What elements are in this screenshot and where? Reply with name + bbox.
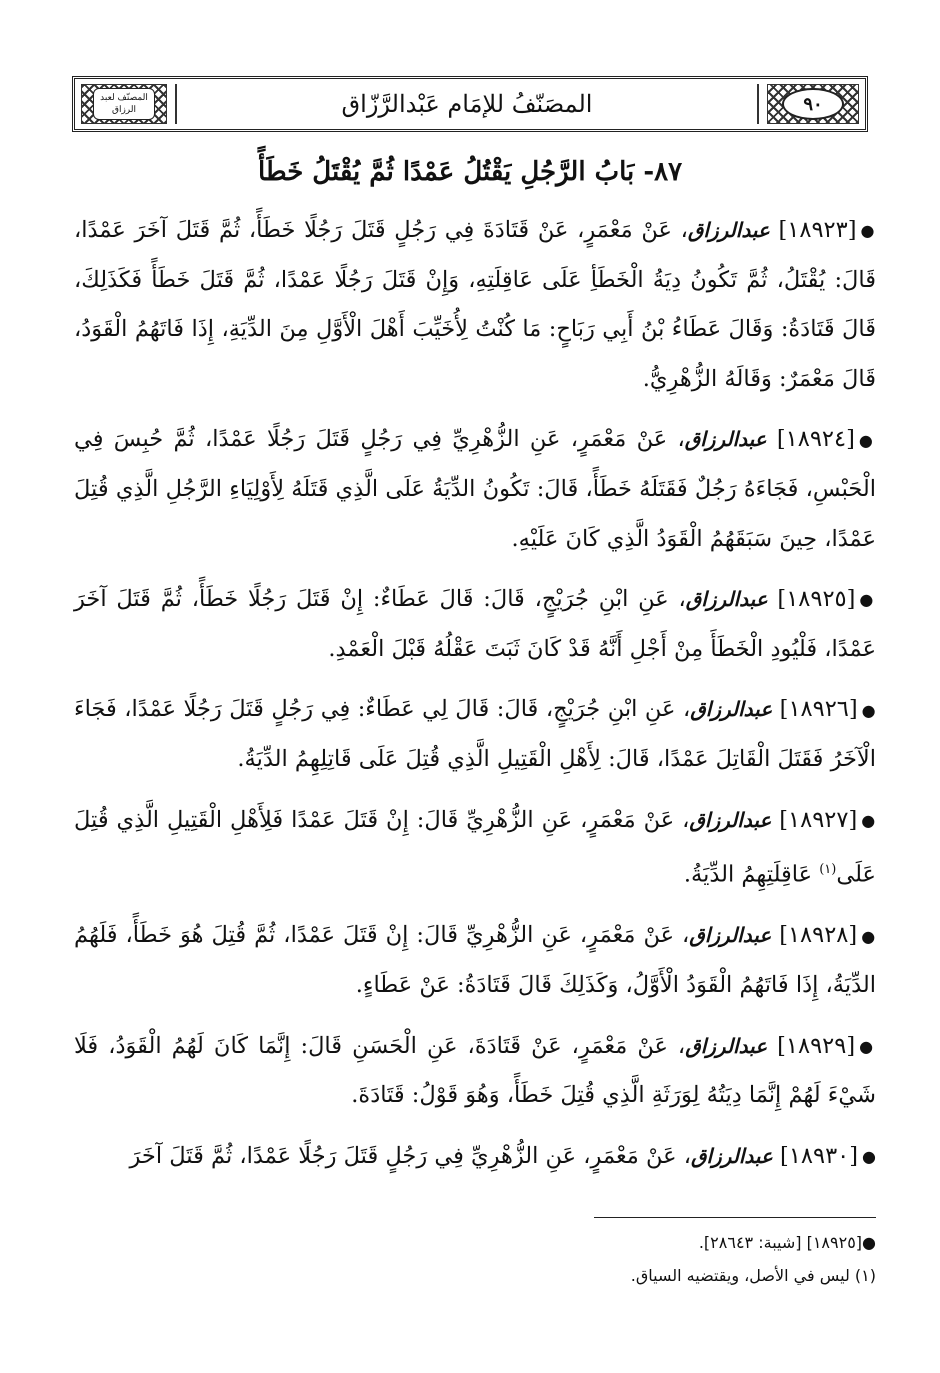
hadith-entry — [74, 415, 876, 564]
narrator-name: عبدالرزاق — [685, 1033, 768, 1058]
hadith-entry — [74, 1022, 876, 1121]
hadith-number: [١٨٩٣٠] — [780, 1142, 859, 1169]
hadith-text: ، عَنْ مَعْمَرٍ، عَنِ الزُّهْرِيِّ فِي رَجُلٍ قَتَلَ رَجُلًا عَمْدًا، ثُمَّ قَتَلَ آخَرَ — [129, 1142, 691, 1169]
narrator-name: عبدالرزاق — [689, 923, 772, 948]
hadith-number: [١٨٩٢٧] — [779, 806, 858, 833]
hadith-text: ، عَنْ مَعْمَرٍ، عَنْ قَتَادَةَ فِي رَجُلٍ قَتَلَ رَجُلًا خَطَأً، ثُمَّ قَتَلَ آخَرَ عَمْدًا، قَالَ: يُقْتَلُ، ثُمَّ تَكُونُ دِيَةُ الْخَطَأِ عَلَى عَاقِلَتِهِ، وَإِنْ قَتَلَ رَجُلًا عَمْدًا، ثُمَّ قَتَلَ خَطَأً فَكَذَلِكَ، قَالَ قَتَادَةُ: وَقَالَ عَطَاءُ بْنُ أَبِي رَبَاحٍ: مَا كُنْتُ لِأُخَيِّبَ أَهْلَ الْأَوَّلِ مِنَ الدِّيَةِ، إِذَا فَاتَهُمُ الْقَوَدُ، قَالَ مَعْمَرٌ: وَقَالَهُ الزُّهْرِيُّ. — [74, 217, 876, 392]
hadith-text: ، عَنْ مَعْمَرٍ، عَنِ الزُّهْرِيِّ فِي رَجُلٍ قَتَلَ رَجُلًا عَمْدًا، ثُمَّ حُبِسَ فِي الْحَبْسِ، فَجَاءَهُ رَجُلٌ فَقَتَلَهُ خَطَأً، قَالَ: تَكُونُ الدِّيَةُ عَلَى الَّذِي قَتَلَهُ لِأَوْلِيَاءِ الرَّجُلِ الَّذِي قُتِلَ عَمْدًا، حِينَ سَبَقَهُمُ الْقَوَدُ الَّذِي كَانَ عَلَيْهِ. — [74, 426, 876, 552]
narrator-name: عبدالرزاق — [685, 587, 768, 611]
bullet-icon: ● — [858, 430, 876, 450]
bullet-icon: ● — [861, 926, 876, 946]
hadith-text: ، عَنِ ابْنِ جُرَيْجٍ، قَالَ: قَالَ لِي عَطَاءٌ: فِي رَجُلٍ قَتَلَ رَجُلًا عَمْدًا، فَجَاءَ الْآخَرُ فَقَتَلَ الْقَاتِلَ عَمْدًا، قَالَ: لِأَهْلِ الْقَتِيلِ الَّذِي قُتِلَ عَلَى قَاتِلِهِمُ الدِّيَةُ. — [74, 696, 876, 772]
narrator-name: عبدالرزاق — [689, 807, 772, 832]
hadith-number: [١٨٩٢٣] — [778, 217, 857, 243]
narrator-name: عبدالرزاق — [687, 218, 770, 242]
narrator-name: عبدالرزاق — [690, 697, 773, 722]
hadith-text-continued: عَاقِلَتِهِمُ الدِّيَةُ. — [683, 861, 820, 888]
footnote-ref[interactable]: (١) — [819, 862, 837, 878]
bullet-icon: ● — [862, 1147, 876, 1166]
hadith-number: [١٨٩٢٥] — [777, 586, 856, 612]
hadith-number: [١٨٩٢٨] — [779, 922, 858, 949]
footnote-reference-line: ●[١٨٩٢٥] [شيبة: ٢٨٦٤٣]. — [698, 1233, 876, 1252]
hadith-entry — [74, 796, 876, 901]
book-logo-ornament — [81, 84, 167, 124]
book-logo: المصنّف لعبد الرزاق — [93, 88, 155, 120]
hadith-text: ، عَنْ مَعْمَرٍ، عَنِ الزُّهْرِيِّ قَالَ: إِنْ قَتَلَ عَمْدًا، ثُمَّ قُتِلَ هُوَ خَطَأً، فَلَهُمُ الدِّيَةُ، إِذَا فَاتَهُمُ الْقَوَدُ الْأَوَّلُ، وَكَذَلِكَ قَالَ قَتَادَةُ: عَنْ عَطَاءٍ. — [74, 922, 876, 998]
page-number: ٩٠ — [782, 88, 844, 120]
footnote-1: (١) ليس في الأصل، ويقتضيه السياق. — [630, 1266, 876, 1285]
hadith-number: [١٨٩٢٦] — [779, 696, 858, 723]
bullet-icon: ● — [861, 700, 877, 720]
bullet-icon: ● — [859, 590, 877, 610]
bullet-icon: ● — [861, 810, 877, 830]
hadith-entry — [74, 206, 876, 404]
hadith-entry — [74, 1132, 876, 1182]
narrator-name: عبدالرزاق — [684, 427, 767, 452]
hadith-text: ، عَنْ مَعْمَرٍ، عَنْ قَتَادَةَ، عَنِ الْحَسَنِ قَالَ: إِنَّمَا كَانَ لَهُمُ الْقَوَدُ، فَلَا شَيْءَ لَهُمْ إِنَّمَا دِيَتُهُ لِوَرَثَةِ الَّذِي قُتِلَ خَطَأً، وَهُوَ قَوْلُ: قَتَادَةَ. — [74, 1032, 876, 1109]
hadith-entry — [74, 575, 876, 674]
hadith-number: [١٨٩٢٩] — [777, 1032, 856, 1059]
hadith-entry — [74, 685, 876, 784]
chapter-title: ٨٧- بَابُ الرَّجُلِ يَقْتُلُ عَمْدًا ثُمَّ يُقْتَلُ خَطَأً — [257, 157, 683, 187]
bullet-icon: ● — [860, 221, 877, 241]
narrator-name: عبدالرزاق — [690, 1143, 773, 1168]
page-header — [72, 76, 868, 132]
hadith-number: [١٨٩٢٤] — [776, 426, 855, 453]
hadith-text: ، عَنْ مَعْمَرٍ، عَنِ الزُّهْرِيِّ قَالَ: إِنْ قَتَلَ عَمْدًا فَلِأَهْلِ الْقَتِيلِ الَّذِي قُتِلَ عَلَى — [74, 806, 876, 888]
header-title: المصَنّفُ للإمَام عَبْدالرَّزّاق — [175, 84, 759, 124]
hadith-list — [74, 206, 876, 1193]
bullet-icon: ● — [859, 1036, 876, 1056]
hadith-text: ، عَنِ ابْنِ جُرَيْجٍ، قَالَ: قَالَ عَطَاءٌ: إِنْ قَتَلَ رَجُلًا خَطَأً، ثُمَّ قَتَلَ آخَرَ عَمْدًا، فَلْيُودِ الْخَطَأَ مِنْ أَجْلِ أَنَّهُ قَدْ كَانَ ثَبَتَ عَقْلُهُ قَبْلَ الْعَمْدِ. — [74, 586, 876, 662]
hadith-entry — [74, 911, 876, 1010]
footnotes — [74, 1226, 876, 1292]
footnote-divider — [594, 1217, 876, 1218]
page-number-ornament — [767, 84, 859, 124]
